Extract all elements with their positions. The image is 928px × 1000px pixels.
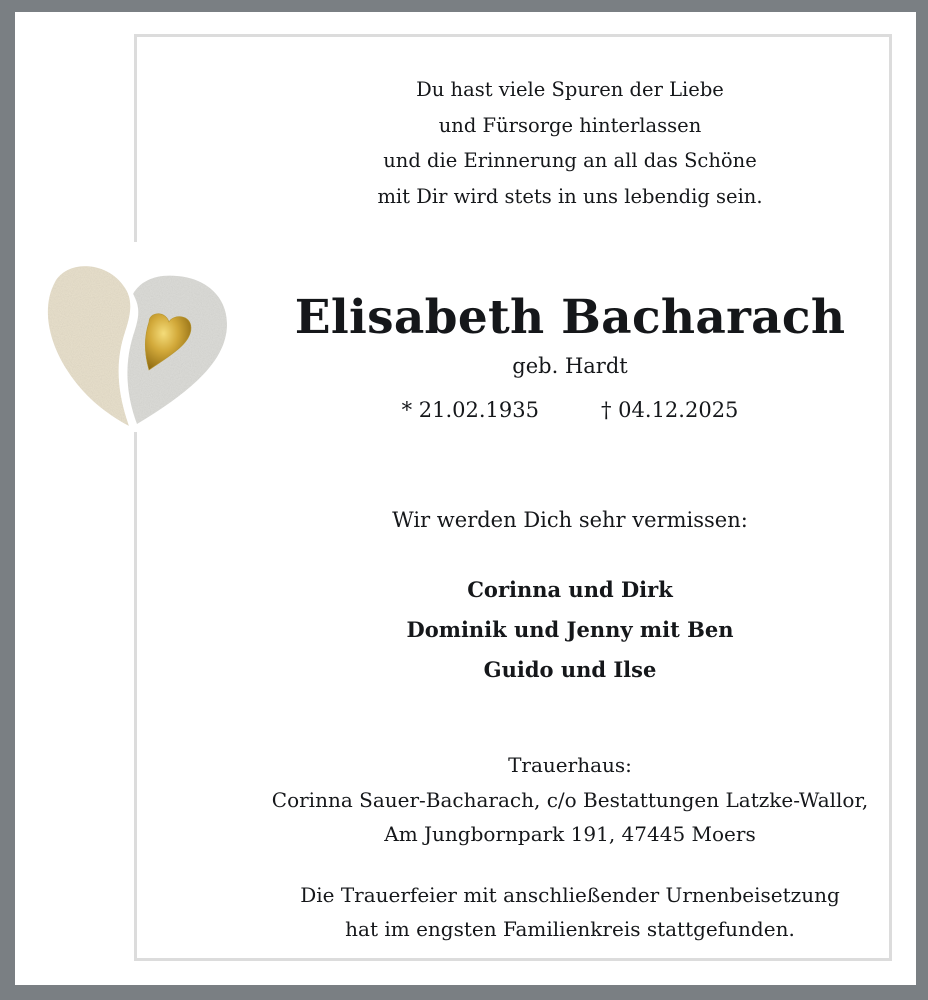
memorial-verse [137, 72, 928, 214]
house-of-mourning [137, 748, 928, 852]
mourners-intro: Wir werden Dich sehr vermissen: [392, 508, 748, 532]
ceremony-line: Die Trauerfeier mit anschließender Urnenbeisetzung [300, 883, 840, 907]
deceased-name: Elisabeth Bacharach [294, 290, 846, 345]
mourner: Corinna und Dirk [467, 577, 673, 602]
verse-line: und die Erinnerung an all das Schöne [383, 149, 757, 172]
house-address-line: Am Jungbornpark 191, 47445 Moers [384, 822, 756, 846]
house-address-line: Corinna Sauer-Bacharach, c/o Bestattungen Latzke-Wallor, [271, 787, 869, 812]
verse-line: Du hast viele Spuren der Liebe [416, 78, 724, 101]
verse-line: und Fürsorge hinterlassen [438, 113, 702, 137]
maiden-name: geb. Hardt [512, 354, 628, 378]
death-date: † 04.12.2025 [601, 398, 739, 422]
ceremony-line: hat im engsten Familienkreis stattgefunden. [345, 917, 795, 941]
obituary-sheet [15, 12, 916, 985]
mourner: Dominik und Jenny mit Ben [406, 617, 734, 642]
mourners-list [137, 570, 928, 690]
verse-line: mit Dir wird stets in uns lebendig sein. [377, 184, 763, 208]
heart-left-half [48, 266, 130, 426]
life-dates [137, 398, 928, 422]
ceremony-note [137, 878, 928, 946]
birth-date: * 21.02.1935 [401, 398, 539, 422]
mourner: Guido und Ilse [483, 657, 657, 682]
house-label: Trauerhaus: [508, 753, 632, 777]
